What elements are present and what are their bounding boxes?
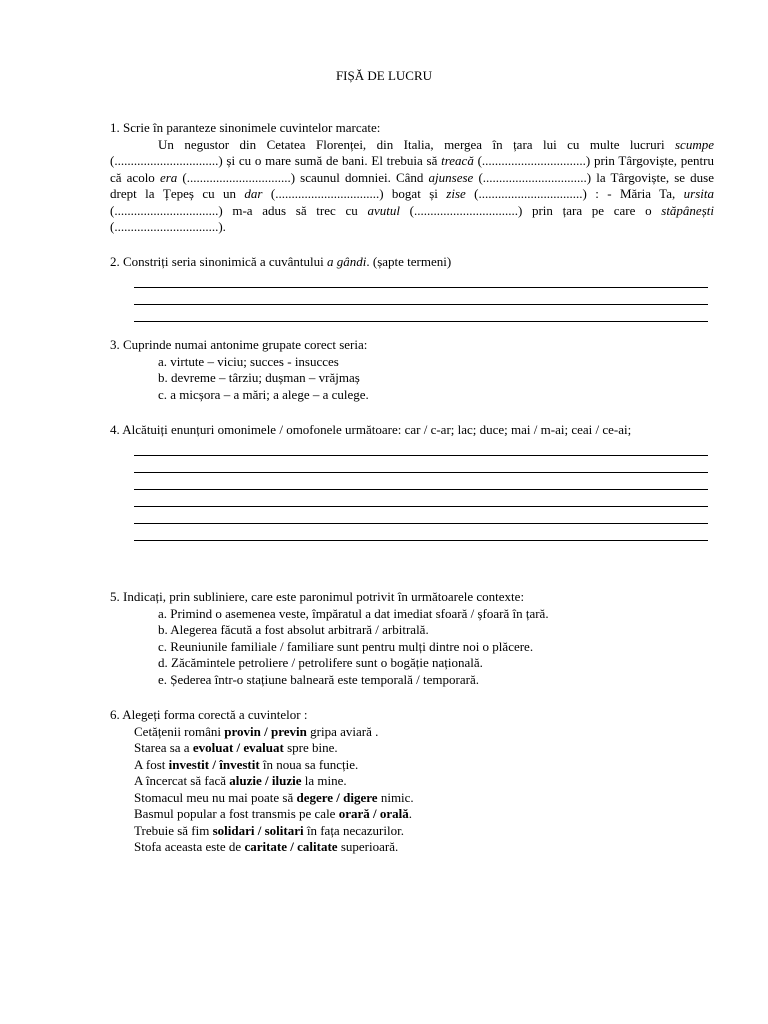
choice-row: Trebuie să fim solidari / solitari în fața necazurilor. — [134, 822, 404, 838]
answer-line[interactable] — [134, 456, 708, 473]
answer-line[interactable] — [134, 439, 708, 456]
option-a: a. virtute – viciu; succes - insucces — [158, 353, 339, 369]
choice-row: A fost investit / învestit în noua sa funcție. — [134, 756, 359, 772]
choice-row: Stofa aceasta este de caritate / calitate superioară. — [134, 839, 399, 854]
exercise-6-heading: 6. Alegeți forma corectă a cuvintelor : — [110, 707, 308, 722]
choice-row: Basmul popular a fost transmis pe cale orară / orală. — [134, 806, 412, 821]
answer-line[interactable] — [134, 473, 708, 490]
option-c: c. Reuniunile familiale / familiare sunt pentru mulți dintre noi o plăcere. — [158, 638, 534, 654]
exercise-1-text: Un negustor din Cetatea Florenței, din Italia, mergea în țara lui cu multe lucruri scumpe (................................) și cu o mare sumă de bani. El trebuia să treacă (................................) prin Târgoviște, pentru că acolo era (................................) scaunul domniei. Când ajunsese (................................) la Târgoviște, se duse drept la Țepeș cu un dar (................................) bogat și zise (................................) : - Măria Ta, ursita (................................) m-a adus să trec cu avutul (................................) prin țara pe care o stăpânești (................................). — [110, 136, 714, 234]
exercise-2 — [110, 254, 714, 322]
answer-line[interactable] — [134, 305, 708, 322]
option-a: a. Primind o asemenea veste, împăratul a dat imediat sfoară / șfoară în țară. — [158, 605, 549, 621]
option-d: d. Zăcămintele petroliere / petrolifere sunt o bogăție națională. — [158, 655, 483, 670]
answer-line[interactable] — [134, 288, 708, 305]
choice-row: Cetățenii români provin / previn gripa aviară . — [134, 723, 379, 739]
choice-row: Starea sa a evoluat / evaluat spre bine. — [134, 740, 338, 755]
exercise-2-heading: 2. Constriți seria sinonimică a cuvântului a gândi. (șapte termeni) — [110, 254, 452, 269]
exercise-3-heading: 3. Cuprinde numai antonime grupate corect seria: — [110, 337, 368, 352]
exercise-5 — [110, 589, 714, 688]
choice-row: Stomacul meu nu mai poate să degere / digere nimic. — [134, 789, 414, 805]
exercise-6 — [110, 707, 714, 856]
answer-line[interactable] — [134, 490, 708, 507]
exercise-4-heading: 4. Alcătuiți enunțuri omonimele / omofonele următoare: car / c-ar; lac; duce; mai / m-ai; ceai / ce-ai; — [110, 422, 632, 437]
choice-row: A încercat să facă aluzie / iluzie la mine. — [134, 773, 347, 788]
option-c: c. a micșora – a mări; a alege – a culege. — [158, 386, 369, 402]
option-e: e. Șederea într-o stațiune balneară este temporală / temporară. — [158, 671, 479, 687]
exercise-1 — [110, 120, 714, 236]
answer-line[interactable] — [134, 271, 708, 288]
exercise-1-heading: 1. Scrie în paranteze sinonimele cuvintelor marcate: — [110, 120, 381, 135]
answer-line[interactable] — [134, 524, 708, 541]
exercise-4 — [110, 422, 714, 541]
answer-line[interactable] — [134, 507, 708, 524]
exercise-3 — [110, 337, 714, 403]
option-b: b. devreme – târziu; dușman – vrăjmaș — [158, 370, 360, 385]
page-title: FIȘĂ DE LUCRU — [335, 68, 433, 83]
exercise-5-heading: 5. Indicați, prin subliniere, care este paronimul potrivit în următoarele contexte: — [110, 589, 525, 604]
option-b: b. Alegerea făcută a fost absolut arbitrară / arbitrală. — [158, 622, 429, 637]
